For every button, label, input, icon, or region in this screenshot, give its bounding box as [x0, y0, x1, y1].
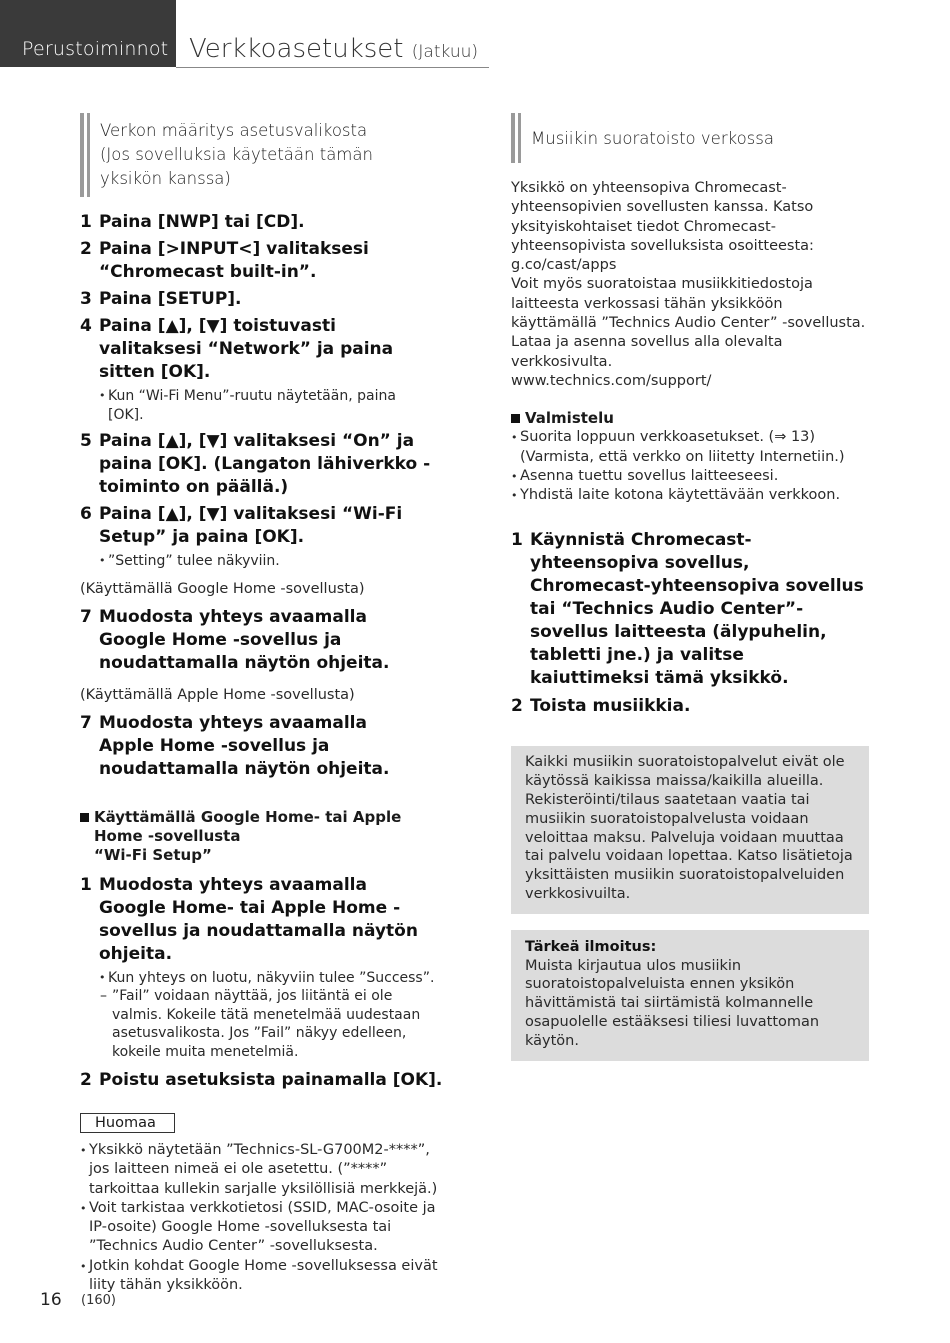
left-column: [80, 113, 480, 1295]
section-label: Perustoiminnot: [22, 38, 169, 60]
step-text: Paina [▲], [▼] valitaksesi “Wi-Fi Setup” ja paina [OK].: [99, 504, 403, 547]
note-item: • Yksikkö näytetään ”Technics-SL-G700M2-****”, jos laitteen nimeä ei ole asetettu. (”****” tarkoittaa kullekin sarjalle yksilöllisiä merkkejä.): [80, 1141, 445, 1199]
intro-paragraph: Yksikkö on yhteensopiva Chromecast-yhteensopivien sovellusten kanssa. Katso yksityiskohtaiset tiedot Chromecast-yhteensopivista sovelluksista osoitteesta:: [511, 180, 814, 254]
section-tab: [0, 0, 176, 67]
services-info-box: [511, 746, 869, 913]
support-url: www.technics.com/support/: [511, 372, 712, 389]
subsection-title: Käyttämällä Google Home- tai Apple Home -sovellusta: [94, 807, 402, 845]
huomaa-label: Huomaa: [80, 1113, 175, 1133]
prep-title: Valmistelu: [525, 409, 614, 428]
step-number: 2: [80, 1070, 92, 1090]
step-text: Paina [SETUP].: [99, 289, 242, 309]
step-6: [80, 503, 445, 549]
important-notice-box: [511, 930, 869, 1061]
subsection-heading: [80, 808, 450, 865]
step-number: 1: [511, 530, 523, 551]
step-number: 6: [80, 504, 92, 524]
section-heading-network-setup: [80, 113, 400, 197]
step-text: Paina [NWP] tai [CD].: [99, 212, 305, 232]
prep-item: • Asenna tuettu sovellus laitteeseesi.: [511, 467, 856, 486]
note-text: ”Fail” voidaan näyttää, jos liitäntä ei ole valmis. Kokeile tätä menetelmää uudestaan asetusvalikosta. Jos ”Fail” näkyy edelleen, kokeile muita menetelmiä.: [112, 988, 421, 1060]
step-text: Poistu asetuksista painamalla [OK].: [99, 1070, 443, 1090]
heading-bars: [80, 113, 92, 197]
sub-step-1: [80, 874, 425, 966]
huomaa-wrap: [80, 1112, 480, 1133]
step-number: 1: [80, 874, 92, 895]
apple-label: (Käyttämällä Apple Home -sovellusta): [80, 686, 355, 703]
section-heading-streaming: [511, 113, 871, 163]
apps-url: g.co/cast/apps: [511, 257, 617, 274]
section-heading-text: Verkon määritys asetusvalikosta (Jos sovelluksia käytetään tämän yksikön kanssa): [100, 121, 373, 188]
step-text: Käynnistä Chromecast-yhteensopiva sovellus, Chromecast-yhteensopiva sovellus tai “Technics Audio Center”-sovellus laitteesta (älypuhelin, tabletti jne.) ja valitse kaiuttimeksi tämä yksikkö.: [530, 530, 864, 689]
step-4-note: [99, 387, 414, 424]
important-notice-text: Muista kirjautua ulos musiikin suoratoistopalveluista ennen yksikön hävittämistä tai siirtämistä kolmannelle osapuolelle estääksesi tiliesi luvattoman käytön.: [525, 957, 820, 1049]
heading-bars: [511, 113, 523, 163]
step-number: 2: [80, 239, 92, 259]
step-number: 5: [80, 431, 92, 451]
prep-list: [511, 428, 856, 505]
google-label: (Käyttämällä Google Home -sovellusta): [80, 580, 365, 597]
square-bullet-icon: [511, 414, 520, 423]
services-info-text: Kaikki musiikin suoratoistopalvelut eivät ole käytössä kaikissa maissa/kaikilla alueilla. Rekisteröinti/tilaus saatetaan vaatia tai musiikin suoratoistopalvelusta voidaan veloittaa maksu. Palveluja voidaan muuttaa tai palvelu voidaan lopettaa. Katso lisätietoja yksittäisten musiikin suoratoistopalveluiden verkkosivuilta.: [525, 754, 853, 903]
important-notice-title: Tärkeä ilmoitus:: [525, 938, 657, 955]
page-title: [189, 34, 478, 64]
streaming-step-2: [511, 695, 871, 718]
page-title-suffix: (Jatkuu): [411, 42, 478, 62]
prep-heading: [511, 409, 871, 428]
step-number: 7: [80, 712, 92, 733]
step-number: 3: [80, 289, 92, 309]
page-number-secondary: (160): [81, 1293, 116, 1308]
note-text: Kun yhteys on luotu, näkyviin tulee ”Success”.: [108, 969, 435, 986]
note-text: Kun “Wi-Fi Menu”-ruutu näytetään, paina [OK].: [108, 388, 396, 423]
step-6-note: [99, 552, 480, 571]
step-text: Paina [▲], [▼] toistuvasti valitaksesi “Network” ja paina sitten [OK].: [99, 316, 394, 382]
note-item: • Jotkin kohdat Google Home -sovelluksessa eivät liity tähän yksikköön.: [80, 1257, 445, 1296]
step-4: [80, 315, 425, 384]
prep-item: • Suorita loppuun verkkoasetukset. (⇒ 13) (Varmista, että verkko on liitetty Internetiin.): [511, 428, 856, 467]
step-7-google: [80, 606, 425, 675]
right-column: [511, 113, 871, 1061]
note-item: • Voit tarkistaa verkkotietosi (SSID, MAC-osoite ja IP-osoite) Google Home -sovelluksesta tai ”Technics Audio Center” -sovelluksesta.: [80, 1199, 445, 1257]
header-rule: [176, 67, 489, 68]
section-heading-text: Musiikin suoratoisto verkossa: [531, 129, 774, 148]
note-text: ”Setting” tulee näkyviin.: [108, 553, 280, 569]
step-number: 1: [80, 212, 92, 232]
step-7-apple: [80, 712, 425, 781]
square-bullet-icon: [80, 813, 89, 822]
step-5: [80, 430, 440, 499]
step-list: [80, 211, 480, 1295]
step-text: Toista musiikkia.: [530, 696, 691, 717]
step-number: 2: [511, 696, 523, 717]
step-3: [80, 288, 480, 311]
technics-paragraph: Voit myös suoratoistaa musiikkitiedostoja laitteesta verkossasi tähän yksikköön käyttämällä ”Technics Audio Center” -sovellusta. Lataa ja asenna sovellus alla olevalta verkkosivulta.: [511, 276, 866, 370]
step-text: Paina [>INPUT<] valitaksesi “Chromecast built-in”.: [99, 239, 369, 282]
step-number: 7: [80, 606, 92, 627]
page-title-text: Verkkoasetukset: [189, 34, 404, 64]
sub-step-1-note: [99, 969, 444, 988]
notes-list: [80, 1141, 445, 1295]
sub-step-2: [80, 1069, 480, 1092]
subsection-title-quoted: “Wi-Fi Setup”: [94, 845, 212, 864]
step-text: Paina [▲], [▼] valitaksesi “On” ja paina [OK]. (Langaton lähiverkko -toiminto on päällä.): [99, 431, 431, 497]
step-1: [80, 211, 480, 234]
step-text: Muodosta yhteys avaamalla Google Home- tai Apple Home -sovellus ja noudattamalla näytön ohjeita.: [99, 874, 418, 964]
prep-item: • Yhdistä laite kotona käytettävään verkkoon.: [511, 486, 856, 505]
page-number: 16: [40, 1290, 62, 1310]
step-text: Muodosta yhteys avaamalla Apple Home -sovellus ja noudattamalla näytön ohjeita.: [99, 712, 390, 779]
sub-step-1-dash-note: [100, 987, 435, 1061]
streaming-step-1: [511, 529, 869, 690]
step-2: [80, 238, 480, 284]
step-number: 4: [80, 316, 92, 336]
step-text: Muodosta yhteys avaamalla Google Home -sovellus ja noudattamalla näytön ohjeita.: [99, 606, 390, 673]
